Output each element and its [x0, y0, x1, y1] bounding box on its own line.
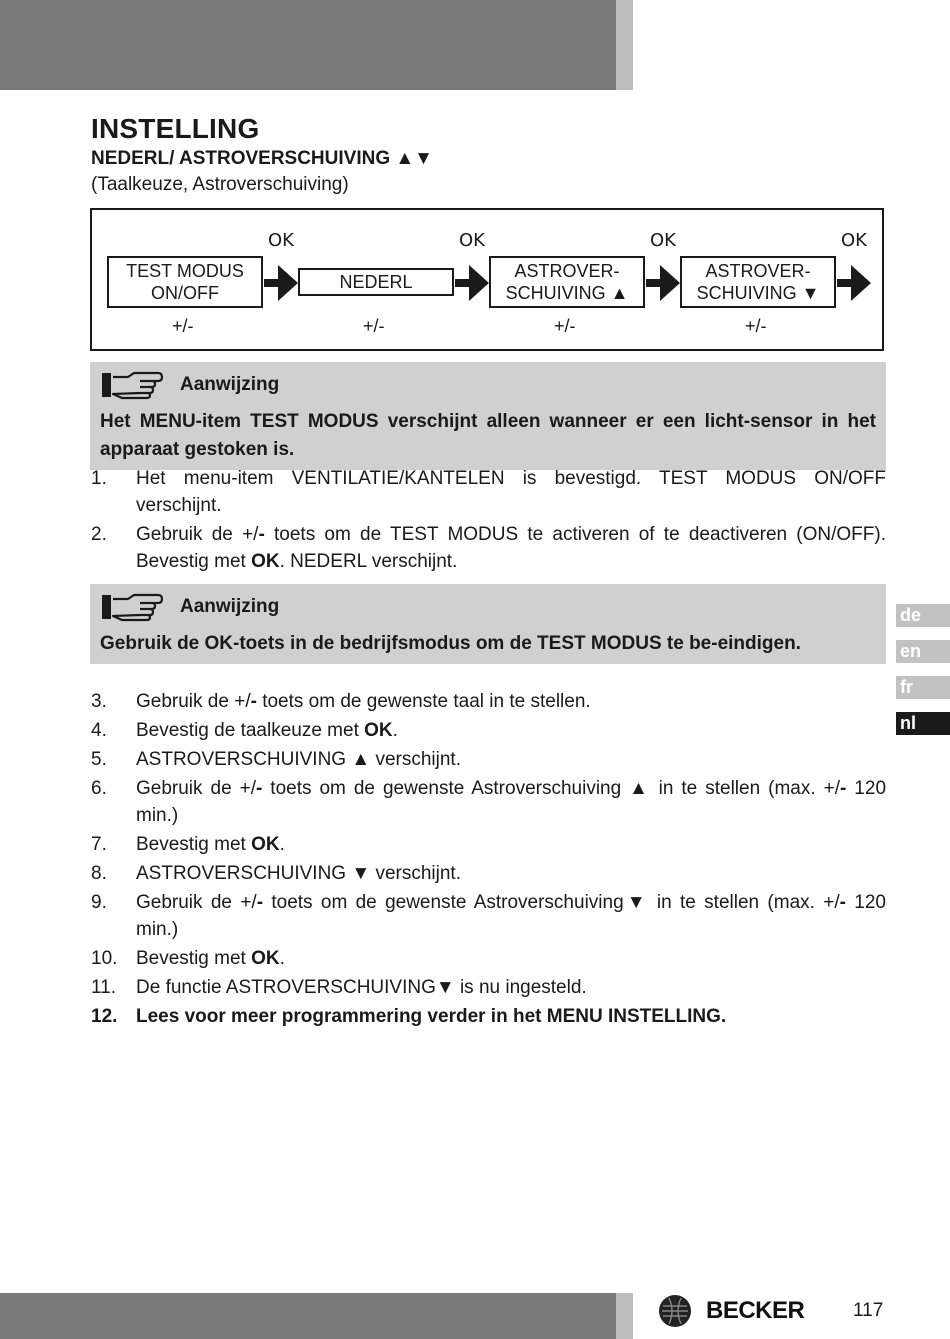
step-text-part: 120 min.)	[136, 892, 887, 940]
step-text-part: Gebruik de +/	[136, 691, 251, 712]
pointing-hand-icon	[100, 370, 164, 400]
step-number: 7.	[91, 834, 107, 855]
header-bar-edge	[616, 0, 633, 90]
list-item	[91, 746, 886, 773]
list-item	[91, 945, 886, 972]
flow-box-astro-down	[680, 256, 836, 308]
step-text-part: Bevestig met	[136, 948, 252, 969]
pointing-hand-icon	[100, 592, 164, 622]
list-item	[91, 717, 886, 744]
flow-arrow-icon	[455, 265, 489, 301]
note-text: Het MENU-item TEST MODUS verschijnt alleen wanneer er een licht-sensor in het apparaat gestoken is.	[100, 411, 876, 460]
step-text-bold: OK	[251, 948, 280, 969]
step-number: 12.	[91, 1006, 118, 1027]
step-text-bold: -	[250, 691, 257, 712]
step-text-bold: OK	[251, 551, 280, 572]
flow-box-astro-up	[489, 256, 645, 308]
step-text-bold: -	[258, 524, 265, 545]
step-text	[136, 688, 886, 715]
flow-box-test-modus	[107, 256, 263, 308]
list-item	[91, 1003, 886, 1030]
step-text: ASTROVERSCHUIVING ▼ verschijnt.	[136, 863, 461, 884]
flow-box-line: NEDERL	[339, 272, 413, 292]
list-item	[91, 465, 886, 519]
step-text	[136, 945, 886, 972]
flow-box-line: SCHUIVING ▲	[505, 283, 629, 303]
flow-ok-label: OK	[650, 230, 676, 251]
list-item	[91, 521, 886, 575]
note-text: Gebruik de OK-toets in de bedrijfsmodus om de TEST MODUS te be-eindigen.	[100, 633, 801, 654]
flow-box-line: ASTROVER-	[514, 261, 620, 281]
step-text	[136, 521, 886, 575]
language-tab-fr[interactable]: fr	[896, 676, 950, 699]
step-text-part: .	[392, 720, 398, 741]
note-box	[90, 584, 886, 664]
page-number: 117	[853, 1300, 884, 1321]
step-text-part: .	[279, 948, 285, 969]
flow-box-line: TEST MODUS	[126, 261, 244, 281]
step-text-part: Bevestig met	[136, 834, 252, 855]
page-subtitle: NEDERL/ ASTROVERSCHUIVING ▲▼	[91, 148, 433, 169]
language-tab-en[interactable]: en	[896, 640, 950, 663]
flow-box-line: ON/OFF	[151, 283, 219, 303]
flow-box-line: ASTROVER-	[705, 261, 811, 281]
flow-arrow-icon	[646, 265, 680, 301]
step-number: 1.	[91, 468, 107, 489]
step-text: ASTROVERSCHUIVING ▲ verschijnt.	[136, 749, 461, 770]
step-text-bold: -	[839, 892, 846, 913]
step-text-part: . NEDERL verschijnt.	[279, 551, 458, 572]
page-title: INSTELLING	[91, 113, 260, 144]
step-number: 6.	[91, 778, 107, 799]
brand-name: BECKER	[706, 1297, 805, 1324]
flow-plusminus-label: +/-	[363, 316, 385, 336]
step-text-part: toets om de TEST MODUS te activeren of te deactiveren (ON/OFF). Bevestig met	[136, 524, 886, 572]
steps-list	[91, 465, 886, 577]
step-number: 3.	[91, 691, 107, 712]
flow-plusminus-label: +/-	[172, 316, 194, 336]
becker-emblem-icon	[658, 1294, 692, 1328]
note-header	[100, 370, 876, 400]
intro-text: (Taalkeuze, Astroverschuiving)	[91, 174, 349, 195]
step-text: De functie ASTROVERSCHUIVING▼ is nu ingesteld.	[136, 977, 587, 998]
steps-list	[91, 688, 886, 1032]
step-text-part: Gebruik de +/	[136, 778, 256, 799]
language-tab-nl[interactable]: nl	[896, 712, 950, 735]
flow-arrow-icon	[264, 265, 298, 301]
step-text-bold: -	[840, 778, 847, 799]
list-item	[91, 688, 886, 715]
step-number: 4.	[91, 720, 107, 741]
language-tab-de[interactable]: de	[896, 604, 950, 627]
note-label: Aanwijzing	[180, 596, 280, 617]
flow-ok-label: OK	[459, 230, 485, 251]
step-number: 10.	[91, 948, 118, 969]
step-number: 5.	[91, 749, 107, 770]
header-bar	[0, 0, 616, 90]
step-text-part: 120 min.)	[136, 778, 887, 826]
list-item	[91, 889, 886, 943]
flow-plusminus-label: +/-	[745, 316, 767, 336]
step-text-part: Gebruik de +/	[136, 892, 257, 913]
step-number: 11.	[91, 977, 117, 998]
list-item	[91, 860, 886, 887]
menu-flow-diagram	[90, 208, 884, 351]
step-text	[136, 831, 886, 858]
flow-plusminus-label: +/-	[554, 316, 576, 336]
note-box	[90, 362, 886, 470]
note-header	[100, 592, 876, 622]
step-text-part: toets om de gewenste taal in te stellen.	[256, 691, 591, 712]
flow-box-nederl	[298, 268, 454, 296]
footer-bar-edge	[616, 1293, 633, 1339]
flow-ok-label: OK	[841, 230, 867, 251]
step-text-part: toets om de gewenste Astroverschuiving ▲ in te stellen (max. +/	[262, 778, 840, 799]
list-item	[91, 775, 886, 829]
step-text	[136, 775, 886, 829]
list-item	[91, 831, 886, 858]
flow-ok-label: OK	[268, 230, 294, 251]
step-text	[136, 717, 886, 744]
step-number: 8.	[91, 863, 107, 884]
list-item	[91, 974, 886, 1001]
step-text-bold: OK	[364, 720, 393, 741]
step-number: 9.	[91, 892, 107, 913]
step-text: Lees voor meer programmering verder in het MENU INSTELLING.	[136, 1006, 727, 1027]
step-text: Het menu-item VENTILATIE/KANTELEN is bevestigd. TEST MODUS ON/OFF verschijnt.	[136, 468, 886, 516]
footer-bar	[0, 1293, 616, 1339]
note-label: Aanwijzing	[180, 374, 280, 395]
brand-logo	[658, 1294, 804, 1328]
step-text-part: .	[279, 834, 285, 855]
step-text-bold: OK	[251, 834, 280, 855]
flow-box-line: SCHUIVING ▼	[696, 283, 820, 303]
step-text-part: Bevestig de taalkeuze met	[136, 720, 365, 741]
step-text-bold: -	[256, 892, 264, 913]
step-text	[136, 889, 886, 943]
step-text-part: toets om de gewenste Astroverschuiving▼ in te stellen (max. +/	[263, 892, 840, 913]
step-text-bold: -	[256, 778, 263, 799]
flow-arrow-icon	[837, 265, 871, 301]
step-number: 2.	[91, 524, 107, 545]
step-text-part: Gebruik de +/	[136, 524, 259, 545]
